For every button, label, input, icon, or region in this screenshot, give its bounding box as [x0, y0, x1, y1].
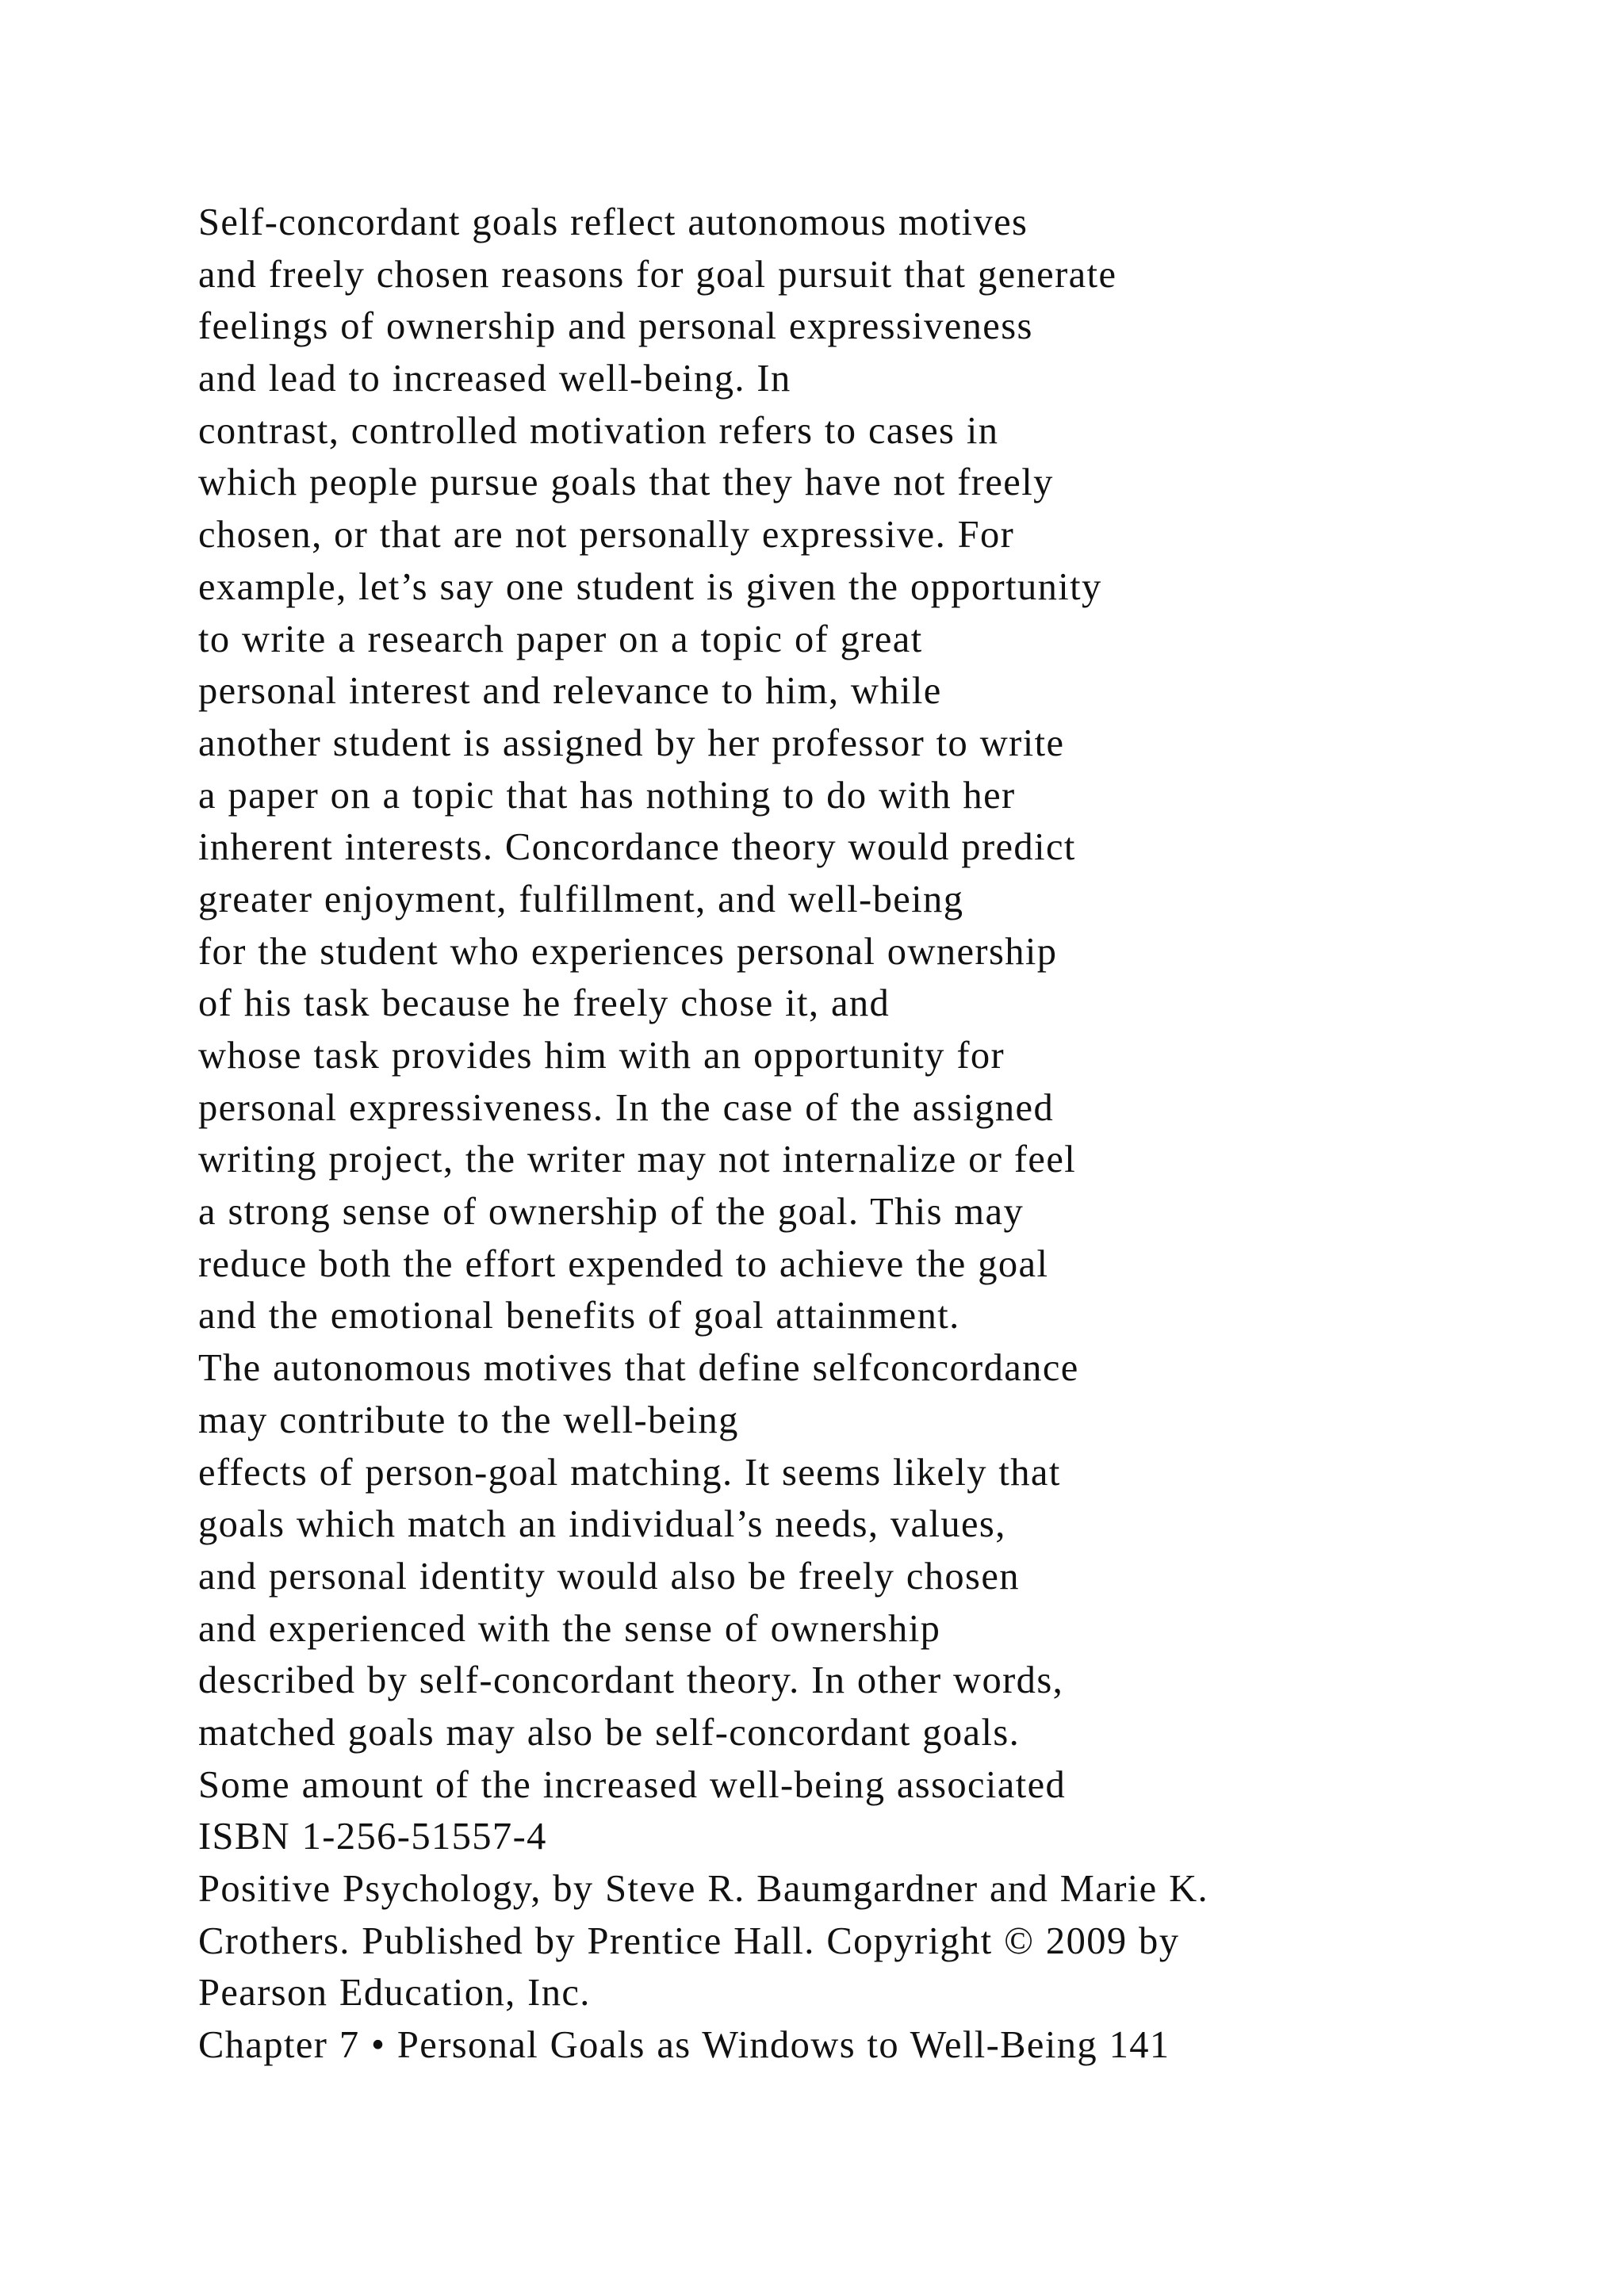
text-line: described by self-concordant theory. In other words, — [198, 1659, 1064, 1702]
text-line: personal expressiveness. In the case of the assigned — [198, 1086, 1055, 1129]
citation-line: Crothers. Published by Prentice Hall. Copyright © 2009 by — [198, 1919, 1180, 1962]
text-line: writing project, the writer may not internalize or feel — [198, 1138, 1077, 1181]
text-line: a strong sense of ownership of the goal. This may — [198, 1191, 1025, 1234]
text-line: for the student who experiences personal ownership — [198, 930, 1058, 973]
text-line: another student is assigned by her professor to write — [198, 721, 1065, 764]
text-line: of his task because he freely chose it, and — [198, 982, 891, 1025]
citation-line: Positive Psychology, by Steve R. Baumgardner and Marie K. — [198, 1868, 1209, 1910]
text-line: reduce both the effort expended to achieve the goal — [198, 1242, 1049, 1285]
text-line: The autonomous motives that define selfconcordance — [198, 1347, 1079, 1390]
chapter-footer-line: Chapter 7 • Personal Goals as Windows to Well-Being 141 — [198, 2024, 1170, 2067]
text-line: a paper on a topic that has nothing to do with her — [198, 774, 1016, 817]
text-line: goals which match an individual’s needs, values, — [198, 1503, 1006, 1546]
text-line: Self-concordant goals reflect autonomous motives — [198, 201, 1028, 243]
text-line: and experienced with the sense of ownership — [198, 1607, 941, 1650]
isbn-line: ISBN 1-256-51557-4 — [198, 1816, 547, 1858]
text-line: Some amount of the increased well-being associated — [198, 1763, 1067, 1806]
text-line: whose task provides him with an opportunity for — [198, 1035, 1005, 1077]
text-line: and lead to increased well-being. In — [198, 358, 791, 400]
text-line: matched goals may also be self-concordant goals. — [198, 1711, 1021, 1754]
text-line: which people pursue goals that they have not freely — [198, 461, 1054, 504]
text-line: and freely chosen reasons for goal pursuit that generate — [198, 253, 1117, 296]
text-line: and the emotional benefits of goal attainment. — [198, 1295, 960, 1337]
text-line: may contribute to the well-being — [198, 1399, 739, 1441]
text-line: feelings of ownership and personal expressiveness — [198, 305, 1033, 348]
text-line: example, let’s say one student is given the opportunity — [198, 565, 1102, 608]
text-line: greater enjoyment, fulfillment, and well-being — [198, 878, 964, 920]
text-line: contrast, controlled motivation refers to cases in — [198, 409, 999, 452]
text-line: inherent interests. Concordance theory would predict — [198, 826, 1076, 869]
text-line: personal interest and relevance to him, while — [198, 670, 942, 713]
text-line: effects of person-goal matching. It seems likely that — [198, 1451, 1061, 1494]
text-line: and personal identity would also be freely chosen — [198, 1555, 1020, 1598]
text-line: chosen, or that are not personally expressive. For — [198, 514, 1015, 557]
text-line: to write a research paper on a topic of great — [198, 618, 923, 660]
body-text — [198, 197, 1594, 2072]
citation-line: Pearson Education, Inc. — [198, 1972, 591, 2015]
